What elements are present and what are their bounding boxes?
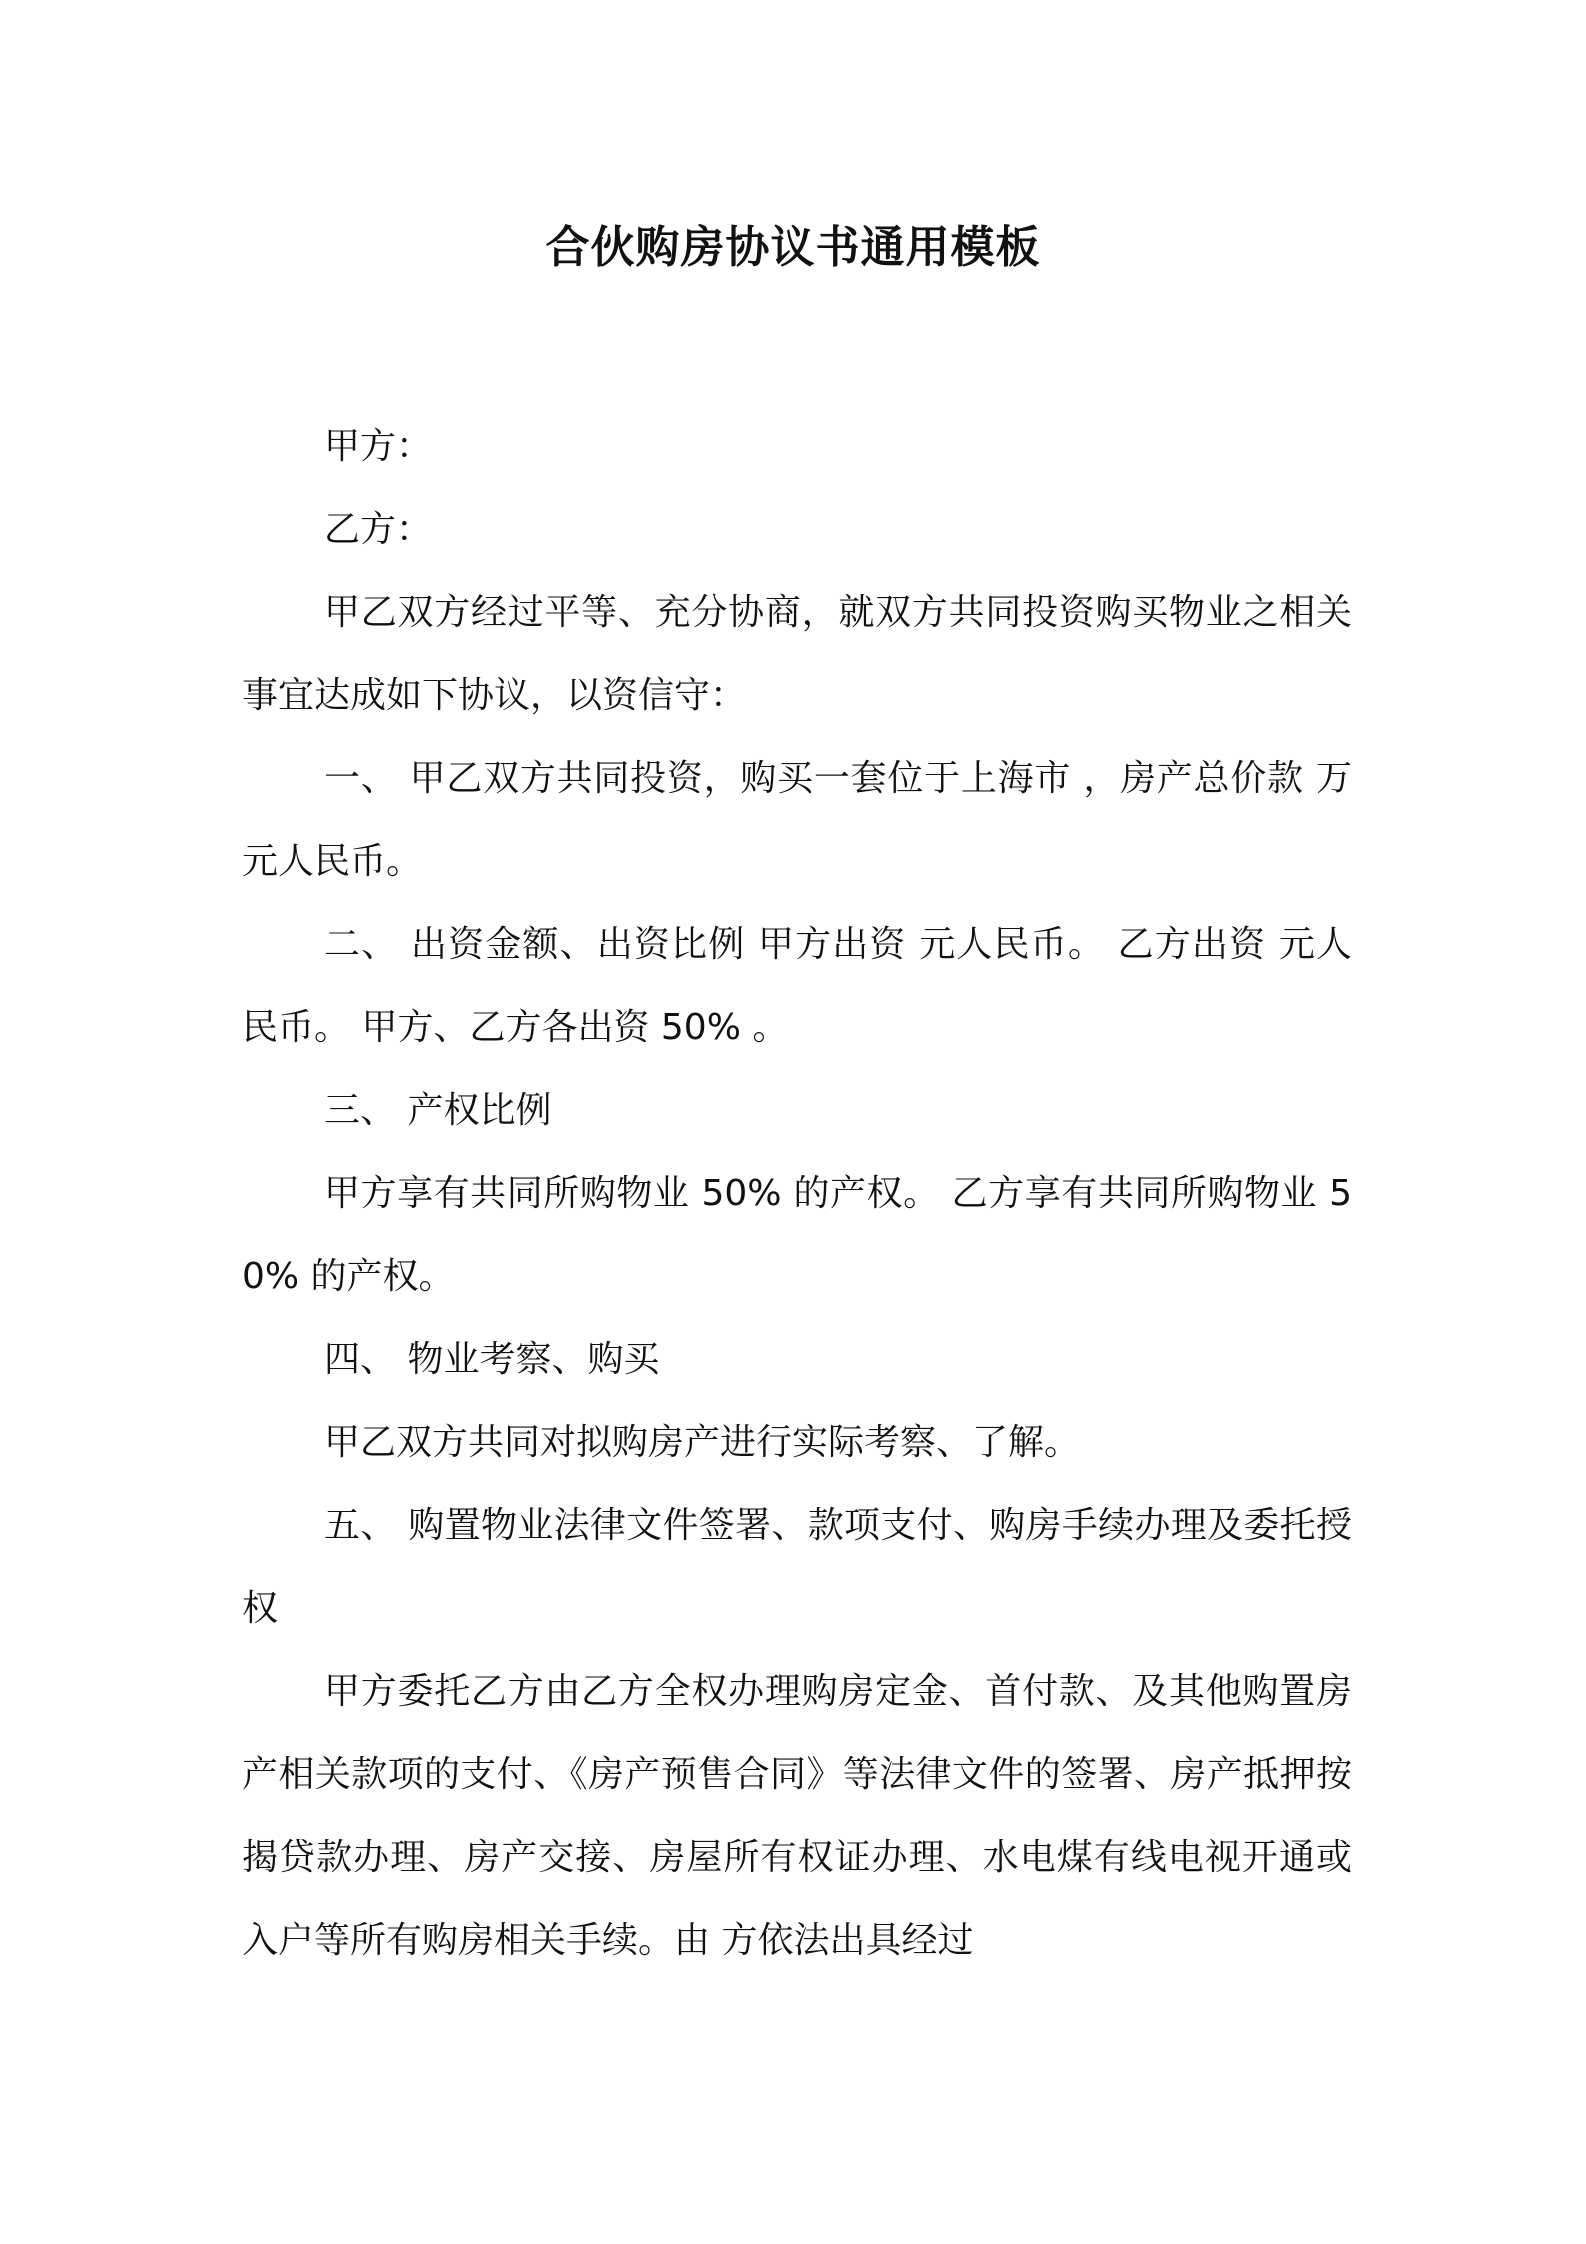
party-a-line: 甲方： [324,426,433,467]
clause-2-paragraph: 二、 出资金额、出资比例 甲方出资 元人民币。 乙方出资 元人民币。 甲方、乙方各出资 50% 。 [242,924,1352,1048]
preamble-paragraph: 甲乙双方经过平等、充分协商，就双方共同投资购买物业之相关事宜达成如下协议，以资信守： [242,592,1352,716]
clause-3-paragraph: 甲方享有共同所购物业 50% 的产权。 乙方享有共同所购物业 50% 的产权。 [242,1173,1352,1297]
document-title: 合伙购房协议书通用模板 [545,222,1041,273]
clause-4-paragraph: 甲乙双方共同对拟购房产进行实际考察、了解。 [324,1422,1081,1463]
document-body [242,405,1352,1982]
clause-4-heading: 四、 物业考察、购买 [324,1339,660,1380]
clause-5-heading: 五、 购置物业法律文件签署、款项支付、购房手续办理及委托授权 [242,1505,1352,1629]
clause-5-paragraph: 甲方委托乙方由乙方全权办理购房定金、首付款、及其他购置房产相关款项的支付、《房产预售合同》等法律文件的签署、房产抵押按揭贷款办理、房产交接、房屋所有权证办理、水电煤有线电视开通或入户等所有购房相关手续。由 方依法出具经过 [242,1671,1352,1961]
clause-1-paragraph: 一、 甲乙双方共同投资，购买一套位于上海市 ，房产总价款 万元人民币。 [242,758,1352,882]
party-b-line: 乙方： [324,509,433,550]
clause-3-heading: 三、 产权比例 [324,1090,552,1131]
